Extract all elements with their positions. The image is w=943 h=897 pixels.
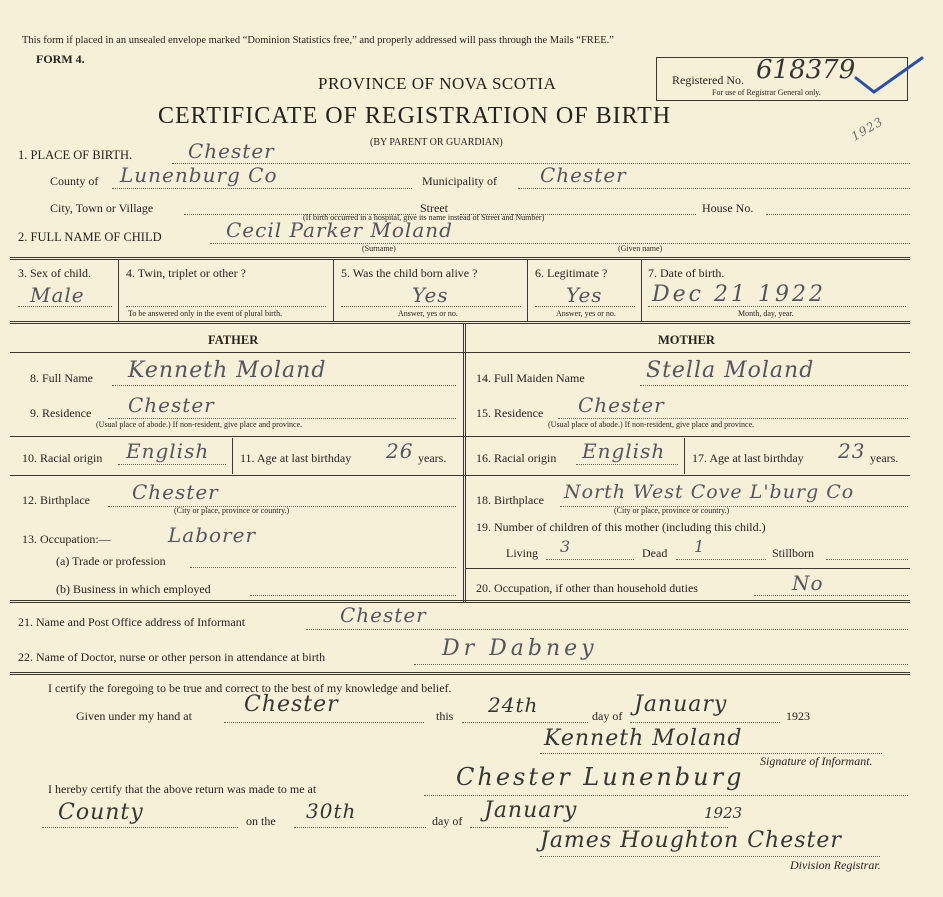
registrar-day: 30th <box>306 799 357 823</box>
registrar-certify-label: I hereby certify that the above return was made to me at <box>48 782 317 796</box>
house-label: House No. <box>702 201 754 215</box>
father-birthplace-value: Chester <box>132 480 219 504</box>
registrar-month: January <box>484 798 578 823</box>
mother-name-label: 14. Full Maiden Name <box>476 371 585 385</box>
child-name-label: 2. FULL NAME OF CHILD <box>18 230 162 244</box>
mail-notice: This form if placed in an unsealed envelope marked “Dominion Statistics free,” and properly addressed will pass through the Mails “FREE.” <box>22 35 614 46</box>
given-place: Chester <box>244 692 339 717</box>
father-racial-label: 10. Racial origin <box>22 451 103 465</box>
county-label: County of <box>50 174 99 188</box>
hospital-note: (If birth occurred in a hospital, give its name instead of Street and Number) <box>303 213 545 222</box>
sex-label: 3. Sex of child. <box>18 266 91 280</box>
informant-label: 21. Name and Post Office address of Informant <box>18 615 246 629</box>
city-label: City, Town or Village <box>50 201 154 215</box>
father-birthplace-label: 12. Birthplace <box>22 493 90 507</box>
municipality-value: Chester <box>540 163 627 187</box>
father-residence-note: (Usual place of abode.) If non-resident, give place and province. <box>96 420 303 429</box>
page-subtitle: (BY PARENT OR GUARDIAN) <box>370 137 503 148</box>
street-label: Street <box>420 201 448 215</box>
place-of-birth-value: Chester <box>188 139 275 163</box>
born-alive-note: Answer, yes or no. <box>398 309 458 318</box>
date-of-birth-value: Dec 21 1922 <box>652 282 826 307</box>
county-value: Lunenburg Co <box>120 163 278 187</box>
mother-residence-note: (Usual place of abode.) If non-resident, give place and province. <box>548 420 755 429</box>
dayof-label: day of <box>592 709 623 723</box>
child-name-value: Cecil Parker Moland <box>226 218 453 242</box>
father-trade-label: (a) Trade or profession <box>56 554 166 568</box>
margin-note: 1923 <box>848 114 886 144</box>
surname-note: (Surname) <box>362 244 396 253</box>
father-occupation-value: Laborer <box>168 523 257 547</box>
registrar-signature-label: Division Registrar. <box>790 858 881 872</box>
this-label: this <box>436 709 454 723</box>
mother-birthplace-value: North West Cove L'burg Co <box>564 481 855 503</box>
twin-note: To be answered only in the event of plural birth. <box>128 309 283 318</box>
father-racial-value: English <box>126 439 210 463</box>
father-birthplace-note: (City or place, province or country.) <box>174 506 290 515</box>
doctor-label: 22. Name of Doctor, nurse or other person in attendance at birth <box>18 650 326 664</box>
father-residence-label: 9. Residence <box>30 406 92 420</box>
place-of-birth-label: 1. PLACE OF BIRTH. <box>18 148 133 162</box>
registrar-place: Chester Lunenburg <box>456 763 745 791</box>
given-label: Given under my hand at <box>76 709 192 723</box>
county-word: County <box>58 800 144 825</box>
dead-value: 1 <box>694 537 706 556</box>
registrar-year: 1923 <box>704 804 743 822</box>
registrar-signature: James Houghton Chester <box>540 828 842 853</box>
dead-label: Dead <box>642 546 668 560</box>
province-title: PROVINCE OF NOVA SCOTIA <box>318 74 557 93</box>
given-year: 1923 <box>786 709 810 723</box>
mother-residence-value: Chester <box>578 393 665 417</box>
father-business-label: (b) Business in which employed <box>56 582 211 596</box>
legitimate-value: Yes <box>566 283 603 307</box>
registered-number: 618379 <box>756 55 856 85</box>
given-note: (Given name) <box>618 244 663 253</box>
legitimate-note: Answer, yes or no. <box>556 309 616 318</box>
mother-racial-value: English <box>582 439 666 463</box>
mother-heading: MOTHER <box>658 333 715 347</box>
informant-signature-label: Signature of Informant. <box>760 754 873 768</box>
father-name-label: 8. Full Name <box>30 371 93 385</box>
mother-age-value: 23 <box>838 439 866 463</box>
given-day: 24th <box>488 693 539 717</box>
form-number: FORM 4. <box>36 52 85 66</box>
mother-years: years. <box>870 451 899 465</box>
registrar-dayof-label: day of <box>432 814 463 828</box>
mother-age-label: 17. Age at last birthday <box>692 451 804 465</box>
informant-value: Chester <box>340 603 427 627</box>
mother-occupation-label: 20. Occupation, if other than household duties <box>476 581 698 595</box>
date-of-birth-label: 7. Date of birth. <box>648 266 725 280</box>
page-title: CERTIFICATE OF REGISTRATION OF BIRTH <box>158 103 672 129</box>
father-age-value: 26 <box>386 439 414 463</box>
father-age-label: 11. Age at last birthday <box>240 451 352 465</box>
father-name-value: Kenneth Moland <box>128 358 327 383</box>
mother-racial-label: 16. Racial origin <box>476 451 557 465</box>
father-occupation-label: 13. Occupation:— <box>22 532 111 546</box>
father-heading: FATHER <box>208 333 259 347</box>
born-alive-label: 5. Was the child born alive ? <box>341 266 478 280</box>
registered-label: Registered No. <box>672 73 744 87</box>
father-residence-value: Chester <box>128 393 215 417</box>
mother-birthplace-label: 18. Birthplace <box>476 493 544 507</box>
on-the-label: on the <box>246 814 276 828</box>
mother-children-label: 19. Number of children of this mother (including this child.) <box>476 520 766 534</box>
living-value: 3 <box>560 537 572 556</box>
doctor-value: Dr Dabney <box>442 636 598 661</box>
mother-birthplace-note: (City or place, province or country.) <box>614 506 730 515</box>
registrar-note: For use of Registrar General only. <box>712 88 821 97</box>
legitimate-label: 6. Legitimate ? <box>535 266 608 280</box>
date-of-birth-note: Month, day, year. <box>738 309 794 318</box>
twin-label: 4. Twin, triplet or other ? <box>126 266 246 280</box>
born-alive-value: Yes <box>412 283 449 307</box>
father-years: years. <box>418 451 447 465</box>
sex-value: Male <box>30 283 85 307</box>
mother-occupation-value: No <box>792 571 824 595</box>
living-label: Living <box>506 546 538 560</box>
stillborn-label: Stillborn <box>772 546 815 560</box>
mother-residence-label: 15. Residence <box>476 406 544 420</box>
municipality-label: Municipality of <box>422 174 497 188</box>
given-month: January <box>634 692 728 717</box>
informant-signature: Kenneth Moland <box>544 726 743 751</box>
mother-name-value: Stella Moland <box>646 358 815 383</box>
certify-statement: I certify the foregoing to be true and correct to the best of my knowledge and belief. <box>48 681 452 695</box>
check-mark-icon <box>852 54 924 94</box>
